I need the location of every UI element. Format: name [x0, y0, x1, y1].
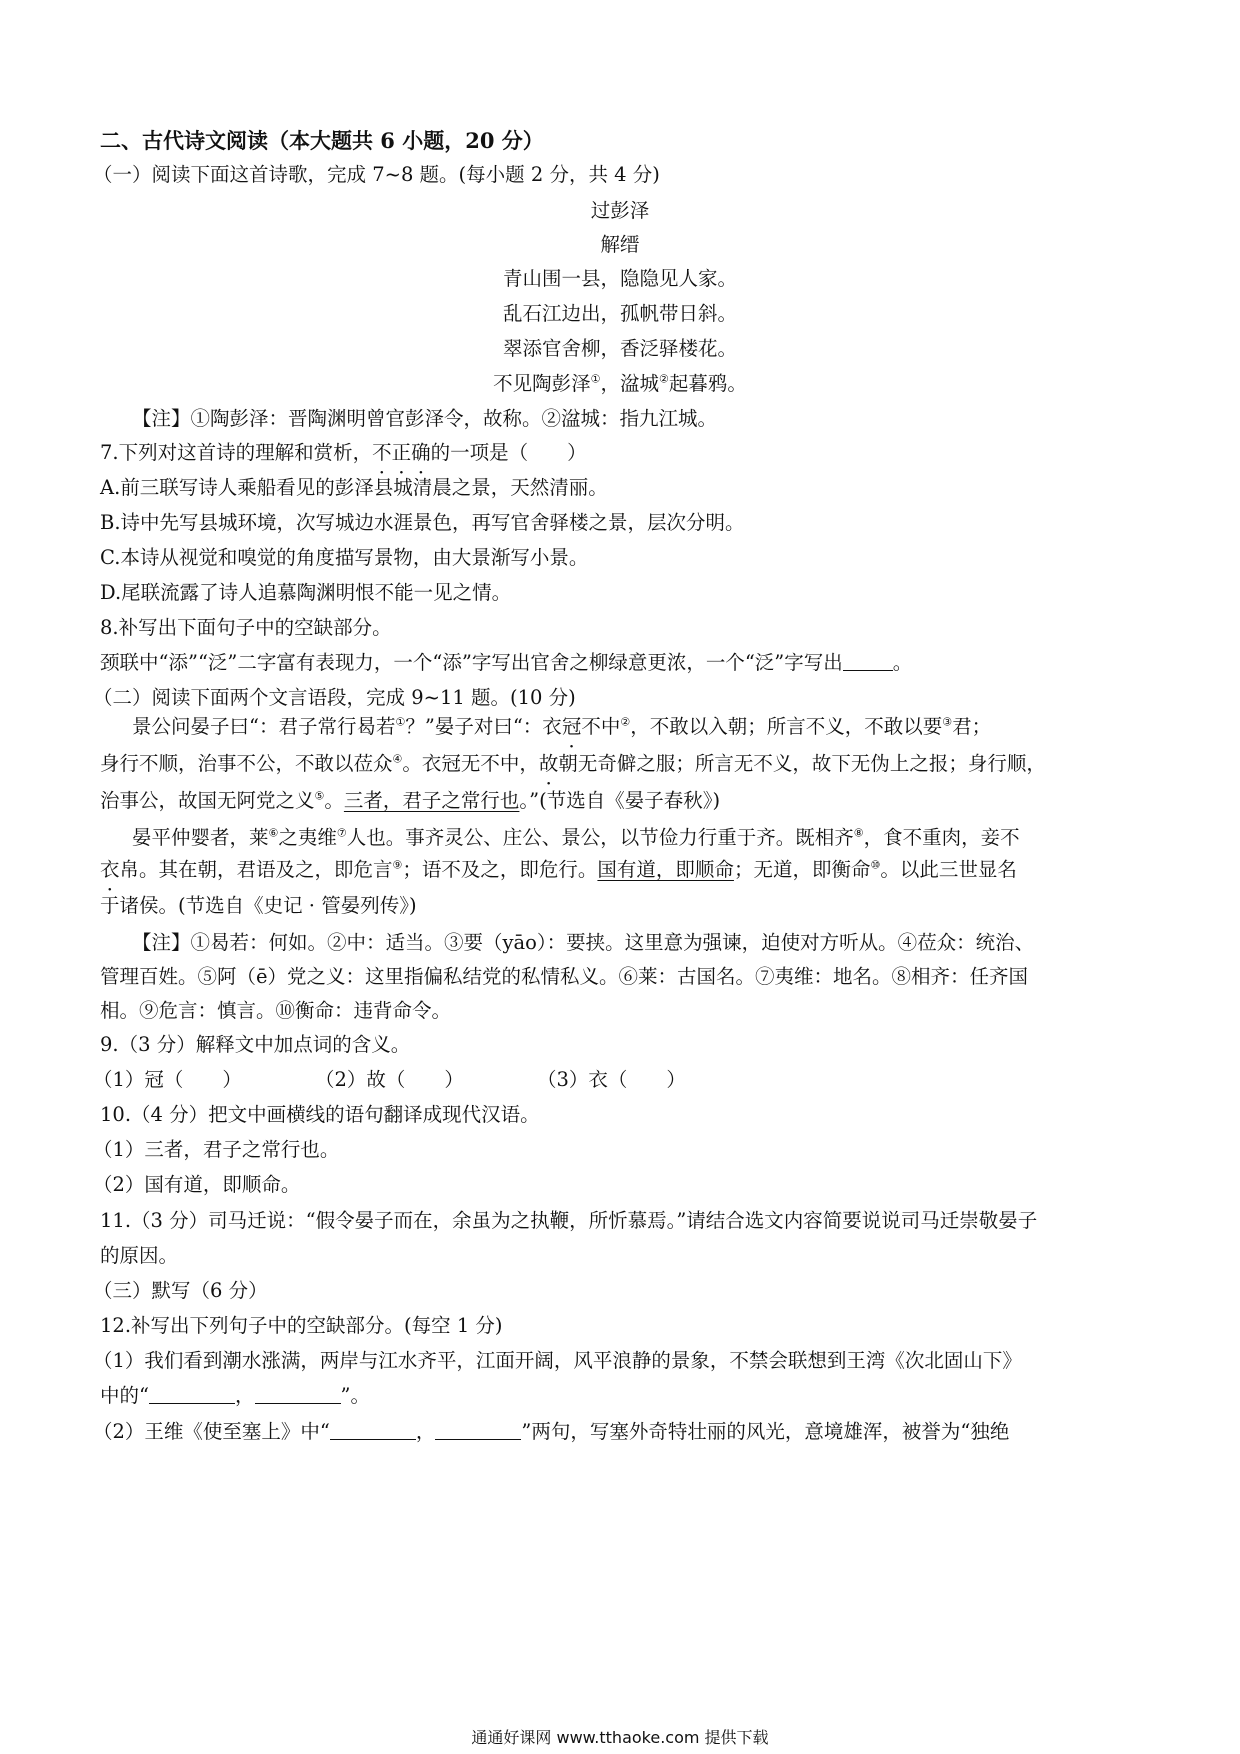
question-8: 8.补写出下面句子中的空缺部分。: [100, 616, 392, 639]
question-10: 10.（4 分）把文中画横线的语句翻译成现代汉语。: [100, 1103, 540, 1126]
question-12-1-line1: （1）我们看到潮水涨满，两岸与江水齐平，江面开阔，风平浪静的景象，不禁会联想到王湾《次北固山下》: [93, 1349, 1022, 1372]
q7-option-a: A.前三联写诗人乘船看见的彭泽县城清晨之景，天然清丽。: [100, 476, 608, 499]
question-12-2: （2）王维《使至塞上》中“ ， ”两句，写塞外奇特壮丽的风光，意境雄浑，被誉为“独绝: [93, 1420, 1010, 1443]
passage-note-line1: 【注】①曷若：何如。②中：适当。③要（yāo）：要挟。这里意为强谏，迫使对方听从。④莅众：统治、: [132, 931, 1035, 954]
question-9-options: （1）冠（ ） （2）故（ ） （3）衣（ ）: [93, 1068, 686, 1091]
passage2-line3: 于诸侯。(节选自《史记 · 管晏列传》): [100, 894, 417, 917]
poem-line-3: 翠添官舍柳，香泛驿楼花。: [502, 337, 737, 360]
passage2-line1: 晏平仲婴者，莱⑥之夷维⑦人也。事齐灵公、庄公、景公，以节俭力行重于齐。既相齐⑧，食不重肉，妾不: [132, 826, 1020, 849]
question-8-sentence: 颈联中“添”“泛”二字富有表现力，一个“添”字写出官舍之柳绿意更浓，一个“泛”字写出 。: [100, 651, 913, 674]
passage1-line2: 身行不顺，治事不公，不敢以莅众④。衣冠无不中，故朝无奇僻之服；所言无不义，故下无伪上之报；身行顺，: [100, 752, 1046, 775]
passage-note-line2: 管理百姓。⑤阿（ē）党之义：这里指偏私结党的私情私义。⑥莱：古国名。⑦夷维：地名。⑧相齐：任齐国: [100, 965, 1029, 988]
passage2-line2: 衣帛。其在朝，君语及之，即危言⑨；语不及之，即危行。国有道，即顺命；无道，即衡命⑩。以此三世显名: [100, 858, 1017, 881]
q7-option-b: B.诗中先写县城环境，次写城边水涯景色，再写官舍驿楼之景，层次分明。: [100, 511, 745, 534]
poem-title: 过彭泽: [590, 199, 650, 222]
part2-heading: （二）阅读下面两个文言语段，完成 9~11 题。(10 分): [93, 686, 576, 709]
poem-author: 解缙: [600, 233, 640, 256]
poem-line-1: 青山围一县，隐隐见人家。: [502, 267, 737, 290]
question-12: 12.补写出下列句子中的空缺部分。(每空 1 分): [100, 1314, 503, 1337]
passage-note-line3: 相。⑨危言：慎言。⑩衡命：违背命令。: [100, 999, 452, 1022]
question-11-line2: 的原因。: [100, 1244, 179, 1267]
question-11-line1: 11.（3 分）司马迁说：“假令晏子而在，余虽为之执鞭，所忻慕焉。”请结合选文内容简要说说司马迁崇敬晏子: [100, 1209, 1038, 1232]
passage1-line1: 景公问晏子曰“：君子常行曷若①？”晏子对曰“：衣冠不中②，不敢以入朝；所言不义，不敢以要③君；: [132, 715, 992, 738]
poem-note: 【注】①陶彭泽：晋陶渊明曾官彭泽令，故称。②湓城：指九江城。: [132, 407, 718, 430]
poem-line-2: 乱石江边出，孤帆带日斜。: [502, 302, 737, 325]
footer-watermark: 通通好课网 www.tthaoke.com 提供下载: [471, 1728, 769, 1747]
question-12-1-line2: 中的“ ， ”。: [100, 1384, 370, 1407]
question-9: 9.（3 分）解释文中加点词的含义。: [100, 1033, 411, 1056]
passage1-line3: 治事公，故国无阿党之义⑤。三者，君子之常行也。”(节选自《晏子春秋》): [100, 789, 721, 812]
section-title: 二、古代诗文阅读（本大题共 6 小题，20 分）: [100, 128, 544, 153]
q7-option-d: D.尾联流露了诗人追慕陶渊明恨不能一见之情。: [100, 581, 512, 604]
poem-line-4: 不见陶彭泽①，湓城②起暮鸦。: [493, 372, 747, 395]
q7-option-c: C.本诗从视觉和嗅觉的角度描写景物，由大景渐写小景。: [100, 546, 589, 569]
question-10-2: （2）国有道，即顺命。: [93, 1173, 301, 1196]
part3-heading: （三）默写（6 分）: [93, 1279, 268, 1302]
part1-heading: （一）阅读下面这首诗歌，完成 7~8 题。(每小题 2 分，共 4 分): [93, 163, 660, 186]
question-7: 7.下列对这首诗的理解和赏析，不正确的一项是（ ）: [100, 441, 587, 464]
question-10-1: （1）三者，君子之常行也。: [93, 1138, 340, 1161]
